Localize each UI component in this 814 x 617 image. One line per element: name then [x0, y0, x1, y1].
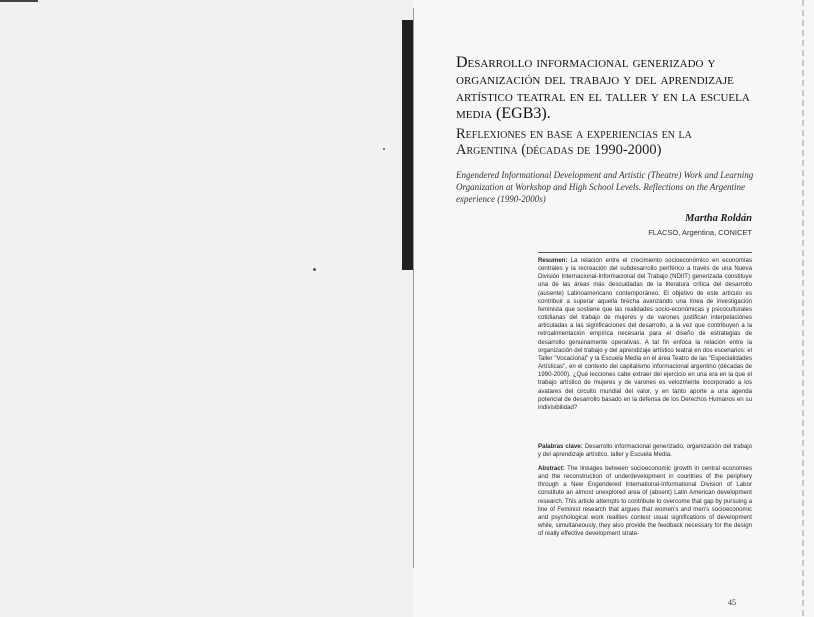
- scan-mark: [0, 0, 38, 2]
- scan-speck: [313, 268, 316, 271]
- book-gutter-line: [413, 8, 414, 568]
- scan-speck: [383, 148, 385, 150]
- article-subtitle: Reflexiones en base a experiencias en la Argentina (décadas de 1990-2000): [456, 126, 692, 158]
- keywords-label: Palabras clave:: [538, 443, 583, 450]
- english-title: Engendered Informational Development and Artistic (Theatre) Work and Learning Organization at Workshop and High School Levels. Reflections on the Argentine experience (1990-2000s): [456, 170, 754, 204]
- book-gutter-shadow: [402, 20, 413, 270]
- author-name: Martha Roldán: [685, 213, 752, 224]
- page-edge: [802, 0, 804, 617]
- abstract-text: The linkages between socioeconomic growth in central economies and the reconstruction of underdevelopment in countries of the periphery through a New Engendered International-Informational Division of Labor constitute an almost unexplored area of (absent) Latin American development research. This article attempts to contribute to overcome that gap by pursuing a line of Feminist research that argues that women's and men's socioeconomic and psychological work realities contest usual significations of development while, simultaneously, they also provide the feedback necessary for the design of really effective development strate-: [538, 465, 752, 538]
- article-title: Desarrollo informacional generizado y organización del trabajo y del aprendizaje artístico teatral en el taller y en la escuela media (EGB3).: [456, 54, 750, 122]
- page-number: 45: [728, 598, 736, 607]
- author-affiliation: FLACSO, Argentina, CONICET: [648, 228, 752, 237]
- resumen-text: La relación entre el crecimiento socioeconómico en economías centrales y la recreación del subdesarrollo periférico a través de una Nueva División Internacional-Informacional del Trabajo (NDIIT) generizada constituye una de las áreas más descuidadas de la literatura crítica del desarrollo (ausente) Latinoamericano contemporáneo. El objetivo de este artículo es contribuir a superar aquella brecha avanzando una línea de investigación feminista que sostiene que las realidades socio-económicas y psicoculturales cotidianas del trabajo de mujeres y de varones justifican interpelaciones articuladas a las significaciones del desarrollo, a la vez que contribuyen a la retroalimentación empírica necesaria para el diseño de estrategias de desarrollo genuinamente operativas. A tal fin enfoca la relación entre la organización del trabajo y del aprendizaje artístico teatral en dos escenarios: el Taller "Vocacional" y la Escuela Media en el área Teatro de las "Especialidades Artísticas", en el contexto del capitalismo informacional argentino (décadas de 1990-2000). ¿Qué lecciones cabe extraer del ejercicio en una era en la que el trabajo artístico de mujeres y de varones es velozmente incorporado a los avatares del circuito mundial del valor, y en tanto aporte a una agenda potencial de desarrollo basado en la defensa de los Derechos Humanos en su indivisibilidad?: [538, 257, 752, 411]
- keywords-text: Desarrollo informacional generizado, organización del trabajo y del aprendizaje artístico, taller y Escuela Media.: [538, 443, 752, 459]
- abstract-label: Abstract:: [538, 465, 565, 472]
- resumen-label: Resumen:: [538, 257, 568, 264]
- keywords-paragraph: [538, 443, 752, 459]
- resumen-paragraph: [538, 257, 752, 412]
- abstract-paragraph: [538, 465, 752, 538]
- divider-rule: [538, 252, 752, 253]
